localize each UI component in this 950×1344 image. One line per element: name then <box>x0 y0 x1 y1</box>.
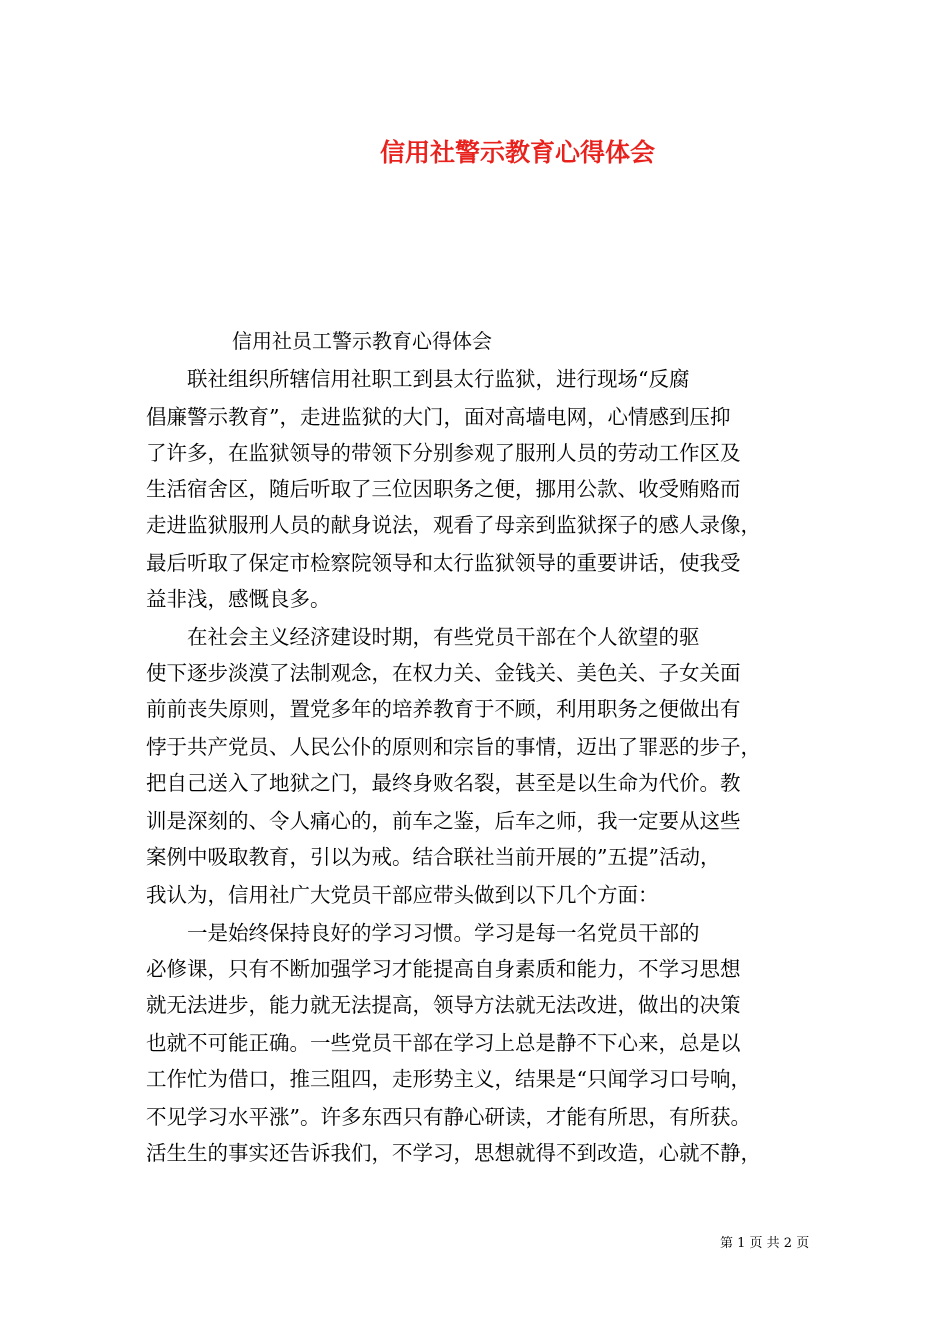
body-line: 前前丧失原则，置党多年的培养教育于不顾，利用职务之便做出有 <box>146 697 741 721</box>
document-title: 信用社警示教育心得体会 <box>380 138 656 167</box>
body-line: 案例中吸取教育，引以为戒。结合联社当前开展的”五提”活动， <box>146 845 721 869</box>
body-line: 最后听取了保定市检察院领导和太行监狱领导的重要讲话，使我受 <box>146 551 741 575</box>
body-line: 也就不可能正确。一些党员干部在学习上总是静不下心来，总是以 <box>146 1031 741 1055</box>
body-line: 把自己送入了地狱之门，最终身败名裂，甚至是以生命为代价。教 <box>146 771 741 795</box>
body-line: 必修课，只有不断加强学习才能提高自身素质和能力，不学习思想 <box>146 957 741 981</box>
body-line: 训是深刻的、令人痛心的，前车之鉴，后车之师，我一定要从这些 <box>146 809 741 833</box>
body-line: 我认为，信用社广大党员干部应带头做到以下几个方面： <box>146 883 659 907</box>
body-line: 走进监狱服刑人员的献身说法，观看了母亲到监狱探子的感人录像， <box>146 513 761 537</box>
body-line: 使下逐步淡漠了法制观念，在权力关、金钱关、美色关、子女关面 <box>146 661 741 685</box>
body-line: 在社会主义经济建设时期，有些党员干部在个人欲望的驱 <box>146 625 700 649</box>
body-line: 工作忙为借口，推三阻四，走形势主义，结果是“只闻学习口号响， <box>146 1067 751 1091</box>
body-line: 了许多，在监狱领导的带领下分别参观了服刑人员的劳动工作区及 <box>146 441 741 465</box>
page-number: 第 1 页 共 2 页 <box>720 1236 810 1251</box>
body-line: 不见学习水平涨”。许多东西只有静心研读，才能有所思，有所获。 <box>146 1105 751 1129</box>
body-line: 益非浅，感慨良多。 <box>146 587 331 611</box>
body-line: 倡廉警示教育”，走进监狱的大门，面对高墙电网，心情感到压抑 <box>146 405 731 429</box>
body-line: 一是始终保持良好的学习习惯。学习是每一名党员干部的 <box>146 921 700 945</box>
document-subheading: 信用社员工警示教育心得体会 <box>232 329 492 353</box>
body-line: 就无法进步，能力就无法提高，领导方法就无法改进，做出的决策 <box>146 993 741 1017</box>
body-line: 联社组织所辖信用社职工到县太行监狱，进行现场“反腐 <box>146 367 690 391</box>
body-line: 活生生的事实还告诉我们，不学习，思想就得不到改造，心就不静， <box>146 1141 761 1165</box>
body-line: 悖于共产党员、人民公仆的原则和宗旨的事情，迈出了罪恶的步子， <box>146 735 761 759</box>
body-line: 生活宿舍区，随后听取了三位因职务之便，挪用公款、收受贿赂而 <box>146 477 741 501</box>
